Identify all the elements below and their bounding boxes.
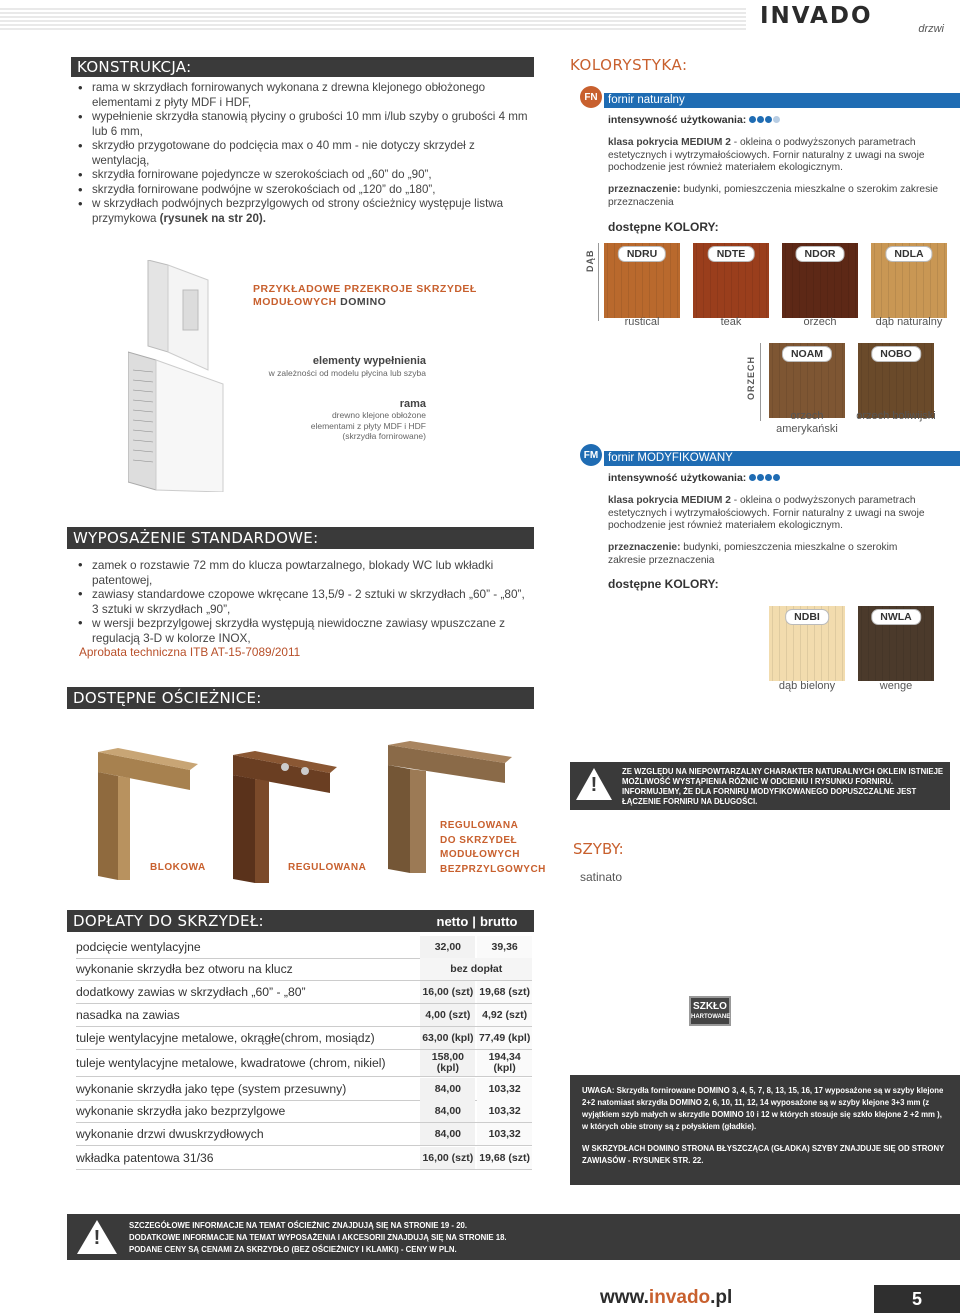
row-merged-value: bez dopłat	[420, 958, 532, 980]
footer-info-box	[67, 1214, 960, 1260]
fm-przeznaczenie	[608, 542, 908, 567]
fn-name: fornir naturalny	[608, 94, 685, 106]
footer-info-line: DODATKOWE INFORMACJE NA TEMAT WYPOSAŻENIA I AKCESORII ZNAJDUJĄ SIĘ NA STRONIE 18.	[129, 1233, 507, 1242]
przeznaczenie-text: budynki, pomieszczenia mieszkalne o szerokim zakresie przeznaczenia	[608, 184, 939, 208]
intensity-dot	[765, 116, 772, 123]
type3-line: DO SKRZYDEŁ	[440, 834, 518, 846]
cross-title-modular: MODUŁOWYCH	[253, 296, 337, 308]
page-number: 5	[911, 1288, 922, 1309]
wyposazenie-list	[76, 558, 532, 645]
footer-info-text	[129, 1220, 507, 1256]
intensity-dot	[749, 116, 756, 123]
list-item	[76, 197, 532, 226]
row-netto: 158,00 (kpl)	[420, 1050, 475, 1076]
row-netto: 63,00 (kpl)	[420, 1027, 475, 1049]
row-netto: 84,00	[420, 1078, 475, 1100]
list-item: • skrzydła fornirowane podwójne w szerokościach od „120” do „180”,	[76, 183, 532, 198]
fill-label: elementy wypełnienia	[312, 355, 426, 367]
przeznaczenie-text: budynki, pomieszczenia mieszkalne o szerokim zakresie przeznaczenia	[608, 542, 898, 566]
fn-badge	[580, 86, 602, 108]
szyby-type: satinato	[580, 870, 623, 884]
fn-badge-text: FN	[584, 91, 598, 103]
uwaga-box	[570, 1075, 960, 1185]
szyby-badge	[689, 996, 731, 1026]
table-row	[76, 1147, 532, 1169]
row-brutto: 39,36	[477, 936, 532, 958]
row-netto: 4,00 (szt)	[420, 1004, 475, 1026]
frame-desc	[240, 410, 426, 442]
swatch-name: dąb naturalny	[875, 316, 943, 328]
fm-badge	[580, 444, 602, 466]
swatch-name: orzech	[803, 316, 837, 328]
intensity-label: intensywność użytkowania:	[608, 472, 747, 484]
frame-desc-2: elementami z płyty MDF i HDF	[310, 420, 426, 431]
fn-klasa	[608, 137, 948, 175]
intensity-dot	[773, 116, 780, 123]
row-label: dodatkowy zawias w skrzydłach „60” - „80”	[76, 985, 306, 999]
swatch-name: wenge	[879, 680, 913, 692]
klasa-value: MEDIUM 2	[681, 495, 731, 506]
col-netto: netto	[436, 913, 469, 929]
klasa-value: MEDIUM 2	[681, 137, 731, 148]
swatch-name: orzech boliwijski	[856, 410, 936, 422]
color-swatch-ndru[interactable]	[604, 243, 680, 318]
swatch-code: NDRU	[618, 246, 666, 262]
color-swatch-ndla[interactable]	[871, 243, 947, 318]
color-swatch-ndte[interactable]	[693, 243, 769, 318]
list-item-text: w skrzydłach podwójnych bezprzylgowych od strony ościeżnicy występuje listwa przymykowa	[92, 197, 504, 225]
table-row	[76, 1004, 532, 1026]
cross-section-image	[128, 260, 238, 492]
col-brutto: brutto	[479, 913, 518, 929]
fn-intensity	[608, 114, 781, 126]
fm-klasa	[608, 495, 948, 533]
frame-image-blokowa	[90, 742, 200, 882]
table-row	[76, 936, 532, 958]
row-label: wykonanie skrzydła jako bezprzylgowe	[76, 1104, 286, 1118]
footer-info-line: PODANE CENY SĄ CENAMI ZA SKRZYDŁO (BEZ OŚCIEŻNICY I KLAMKI) - CENY W PLN.	[129, 1245, 457, 1254]
color-swatch-nobo[interactable]	[858, 343, 934, 418]
logo-text: INVADO	[760, 3, 873, 29]
swatch-name: dąb bielony	[778, 680, 836, 692]
frame-desc-3: (skrzydła fornirowane)	[342, 431, 426, 441]
row-divider	[76, 1169, 532, 1170]
list-item-note: (rysunek na str 20).	[159, 211, 266, 225]
swatch-code: NDOR	[796, 246, 845, 262]
szyby-image	[570, 830, 960, 1055]
table-row	[76, 1050, 532, 1076]
type3-line: BEZPRZYLGOWYCH	[440, 863, 546, 875]
table-row	[76, 1078, 532, 1100]
brand-logo[interactable]	[760, 3, 950, 37]
intensity-dot	[757, 474, 764, 481]
frame-type-regulowana: REGULOWANA	[288, 862, 367, 873]
fn-intensity-dots	[749, 114, 781, 126]
list-item: • rama w skrzydłach fornirowanych wykonana z drewna klejonego obłożonego elementami z płyty MDF i HDF,	[76, 81, 532, 110]
row-netto: 32,00	[420, 936, 475, 958]
group-dab-line	[598, 243, 599, 321]
row-netto: 16,00 (szt)	[420, 1147, 475, 1169]
aprobata-link[interactable]: Aprobata techniczna ITB AT-15-7089/2011	[79, 645, 301, 659]
przeznaczenie-label: przeznaczenie:	[608, 184, 681, 195]
color-swatch-nwla[interactable]	[858, 606, 934, 681]
klasa-desc: - okleina o podwyższonych parametrach estetycznych i wytrzymałościowych. Fornir naturalny z uwagi na swoje pochodzenie jest również materiałem ekologicznym.	[608, 495, 925, 532]
intensity-dot	[773, 474, 780, 481]
row-label: tuleje wentylacyjne metalowe, kwadratowe (chrom, nikiel)	[76, 1056, 386, 1070]
url-suffix: .pl	[710, 1287, 733, 1308]
row-label: podcięcie wentylacyjne	[76, 940, 201, 954]
color-swatch-ndor[interactable]	[782, 243, 858, 318]
footer-info-line: SZCZEGÓŁOWE INFORMACJE NA TEMAT OŚCIEŻNIC ZNAJDUJĄ SIĘ NA STRONIE 19 - 20.	[129, 1221, 468, 1230]
cross-title-line1: PRZYKŁADOWE PRZEKROJE SKRZYDEŁ	[253, 283, 477, 295]
group-dab-label: DĄB	[585, 249, 595, 272]
row-divider	[76, 1145, 532, 1146]
fn-dostepne: dostępne KOLORY:	[608, 220, 719, 234]
fill-desc: w zależności od modelu płycina lub szyba	[268, 368, 426, 378]
swatch-code: NWLA	[871, 609, 921, 625]
kolorystyka-title: KOLORYSTYKA:	[570, 56, 688, 74]
table-row	[76, 981, 532, 1003]
warning-top-excl: !	[590, 774, 598, 796]
table-row	[76, 1027, 532, 1049]
color-swatch-ndbi[interactable]	[769, 606, 845, 681]
cross-section-title	[253, 283, 513, 309]
list-item: • zawiasy standardowe czopowe wkręcane 13,5/9 - 2 sztuki w skrzydłach „60” - „80”, 3 sztuki w skrzydłach „90”,	[76, 587, 532, 616]
frame-desc-1: drewno klejone obłożone	[331, 410, 426, 420]
konstrukcja-list	[76, 81, 532, 226]
row-label: wykonanie skrzydła jako tępe (system przesuwny)	[76, 1082, 347, 1096]
oscieznice-title: DOSTĘPNE OŚCIEŻNICE:	[67, 687, 534, 709]
row-label: wkładka patentowa 31/36	[76, 1151, 214, 1165]
row-brutto: 103,32	[477, 1100, 532, 1122]
klasa-label: klasa pokrycia	[608, 137, 679, 148]
table-row	[76, 1100, 532, 1122]
badge-line2: HARTOWANE	[691, 1014, 731, 1020]
fn-przeznaczenie	[608, 184, 948, 209]
row-brutto: 19,68 (szt)	[477, 981, 532, 1003]
list-item: • wypełnienie skrzydła stanowią płyciny o grubości 10 mm i/lub szyby o grubości 4 mm lub 6 mm,	[76, 110, 532, 139]
cross-title-line2	[253, 296, 513, 309]
footer-warning-excl: !	[93, 1227, 101, 1249]
fm-name-bar	[604, 451, 960, 466]
row-brutto: 103,32	[477, 1078, 532, 1100]
row-label: wykonanie drzwi dwuskrzydłowych	[76, 1127, 264, 1141]
row-label: tuleje wentylacyjne metalowe, okrągłe(chrom, mosiądz)	[76, 1031, 375, 1045]
uwaga-text1: UWAGA: Skrzydła fornirowane DOMINO 3, 4, 5, 7, 8, 13, 15, 16, 17 wyposażone są w szyby klejone 2+2 natomiast skrzydła DOMINO 2, 6, 10, 11, 12, 14 wyposażone są w szyby klejone 3+3 mm (z wyjątkiem szyb małych w skrzydle DOMINO 10 i 12 w których stosuje się szkło klejone 2 +2 mm ), w których obie strony są z połyskiem (gładkie).	[582, 1086, 944, 1131]
szyby-title: SZYBY:	[573, 840, 624, 858]
group-orzech-label: ORZECH	[746, 356, 756, 400]
list-item: • zamek o rozstawie 72 mm do klucza powtarzalnego, blokady WC lub wkładki patentowej,	[76, 558, 532, 587]
row-netto: 16,00 (szt)	[420, 981, 475, 1003]
swatch-code: NOBO	[871, 346, 921, 362]
frame-type-bezprzylgowa	[440, 819, 546, 877]
group-orzech-line	[760, 343, 761, 421]
doplaty-col-headers	[422, 910, 532, 932]
fm-name: fornir MODYFIKOWANY	[608, 452, 733, 464]
frame-type-blokowa: BLOKOWA	[150, 862, 206, 873]
page-number-box	[874, 1285, 960, 1313]
row-brutto: 194,34 (kpl)	[477, 1050, 532, 1076]
intensity-dot	[765, 474, 772, 481]
list-item: • skrzydła fornirowane pojedyncze w szerokościach od „60” do „90”,	[76, 168, 532, 183]
warning-top-box	[570, 762, 950, 810]
uwaga-text2: W SKRZYDŁACH DOMINO STRONA BŁYSZCZĄCA (GŁADKA) SZYBY ZNAJDUJE SIĘ OD STRONY ZAWIASÓW - RYSUNEK STR. 22.	[582, 1144, 945, 1165]
url-brand: invado	[648, 1287, 711, 1308]
table-row	[76, 1123, 532, 1145]
fn-name-bar	[604, 93, 960, 108]
intensity-dot	[749, 474, 756, 481]
row-brutto: 19,68 (szt)	[477, 1147, 532, 1169]
list-item: • w wersji bezprzylgowej skrzydła występują niewidoczne zawiasy wpuszczane z regulacją 3-D w kolorze INOX,	[76, 616, 532, 645]
type3-line: MODUŁOWYCH	[440, 849, 520, 860]
row-divider	[76, 1076, 532, 1077]
row-brutto: 4,92 (szt)	[477, 1004, 532, 1026]
swatch-code: NDBI	[785, 609, 829, 625]
przeznaczenie-label: przeznaczenie:	[608, 542, 681, 553]
konstrukcja-title: KONSTRUKCJA:	[71, 57, 534, 77]
swatch-code: NDLA	[885, 246, 932, 262]
fm-dostepne: dostępne KOLORY:	[608, 577, 719, 591]
warning-top-text: ZE WZGLĘDU NA NIEPOWTARZALNY CHARAKTER NATURALNYCH OKLEIN ISTNIEJE MOŻLIWOŚĆ WYSTĄPIENIA RÓŻNIC W ODCIENIU I RYSUNKU FORNIRU. INFORMUJEMY, ŻE DLA FORNIRU MODYFIKOWANEGO DOPUSZCZALNE JEST ŁĄCZENIE FORNIRU NA DŁUGOŚCI.	[622, 767, 944, 806]
fm-badge-text: FM	[583, 449, 599, 461]
header-stripes	[0, 8, 746, 30]
swatch-name: rustical	[624, 316, 660, 328]
url-prefix: www.	[600, 1287, 649, 1308]
row-brutto: 77,49 (kpl)	[477, 1027, 532, 1049]
fm-intensity-dots	[749, 472, 781, 484]
color-swatch-noam[interactable]	[769, 343, 845, 418]
table-row	[76, 958, 532, 980]
footer-url[interactable]	[600, 1287, 732, 1309]
badge-line1: SZKŁO	[693, 1001, 727, 1012]
list-item: • skrzydło przygotowane do podcięcia max o 40 mm - nie dotyczy skrzydeł z wentylacją,	[76, 139, 532, 168]
row-label: wykonanie skrzydła bez otworu na klucz	[76, 962, 293, 976]
swatch-code: NOAM	[782, 346, 832, 362]
intensity-label: intensywność użytkowania:	[608, 114, 747, 126]
intensity-dot	[757, 116, 764, 123]
logo-sub: drzwi	[918, 23, 944, 35]
swatch-name: teak	[720, 316, 742, 328]
row-netto: 84,00	[420, 1123, 475, 1145]
cross-title-model: DOMINO	[340, 296, 387, 308]
type3-line: REGULOWANA	[440, 820, 519, 831]
row-netto: 84,00	[420, 1100, 475, 1122]
col-separator: |	[472, 913, 476, 929]
swatch-code: NDTE	[708, 246, 755, 262]
fm-intensity	[608, 472, 781, 484]
doplaty-title: DOPŁATY DO SKRZYDEŁ:	[67, 910, 534, 932]
row-label: nasadka na zawias	[76, 1008, 180, 1022]
klasa-label: klasa pokrycia	[608, 495, 679, 506]
wyposazenie-title: WYPOSAŻENIE STANDARDOWE:	[67, 527, 534, 549]
swatch-name: orzech amerykański	[776, 410, 838, 435]
row-brutto: 103,32	[477, 1123, 532, 1145]
frame-label: rama	[399, 398, 426, 410]
klasa-desc: - okleina o podwyższonych parametrach estetycznych i wytrzymałościowych. Fornir naturalny z uwagi na swoje pochodzenie jest również materiałem ekologicznym.	[608, 137, 925, 174]
